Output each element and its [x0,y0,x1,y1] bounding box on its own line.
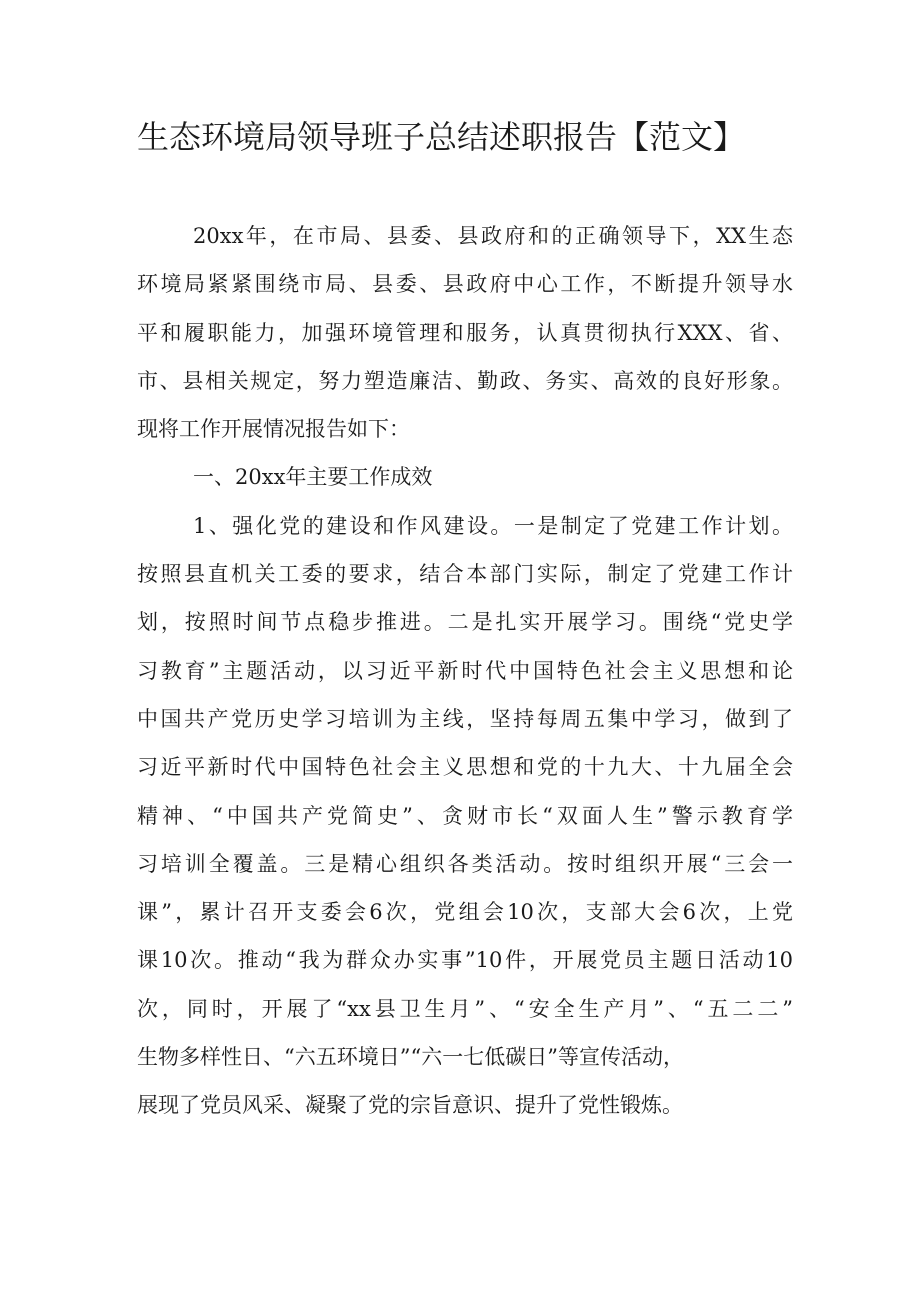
text-line: 平和履职能力，加强环境管理和服务，认真贯彻执行XXX、省、 [137,320,793,345]
text-line: 次，同时，开展了“xx县卫生月”、“安全生产月”、“五二二” [137,996,793,1021]
text-line: 展现了党员风采、凝聚了党的宗旨意识、提升了党性锻炼。 [137,1093,683,1118]
text-line: 20xx年，在市局、县委、县政府和的正确领导下，XX生态 [193,224,793,248]
text-line: 环境局紧紧围绕市局、县委、县政府中心工作，不断提升领导水 [137,272,793,297]
text-line: 精神、“中国共产党简史”、贪财市长“双面人生”警示教育学 [137,803,793,828]
text-line: 中国共产党历史学习培训为主线，坚持每周五集中学习，做到了 [137,706,793,731]
text-line: 一、20xx年主要工作成效 [193,465,433,490]
text-line: 1、强化党的建设和作风建设。一是制定了党建工作计划。 [193,513,793,538]
document-body [137,212,793,1130]
text-line: 现将工作开展情况报告如下： [137,417,410,442]
text-line: 习教育”主题活动，以习近平新时代中国特色社会主义思想和论 [137,658,793,683]
paragraph-item-1 [137,502,793,1130]
text-line: 划，按照时间节点稳步推进。二是扎实开展学习。围绕“党史学 [137,610,793,635]
text-line: 课”，累计召开支委会6次，党组会10次，支部大会6次，上党 [137,900,793,925]
text-line: 市、县相关规定，努力塑造廉洁、勤政、务实、高效的良好形象。 [137,368,793,393]
text-line: 按照县直机关工委的要求，结合本部门实际，制定了党建工作计 [137,562,793,587]
text-line: 习近平新时代中国特色社会主义思想和党的十九大、十九届全会 [137,755,793,780]
document-title: 生态环境局领导班子总结述职报告【范文】 [137,118,746,156]
text-line: 习培训全覆盖。三是精心组织各类活动。按时组织开展“三会一 [137,851,793,876]
text-line: 生物多样性日、“六五环境日”“六一七低碳日”等宣传活动， [137,1045,684,1070]
text-line: 课10次。推动“我为群众办实事”10件，开展党员主题日活动10 [137,948,793,973]
paragraph-intro [137,212,793,453]
section-heading [137,453,793,501]
